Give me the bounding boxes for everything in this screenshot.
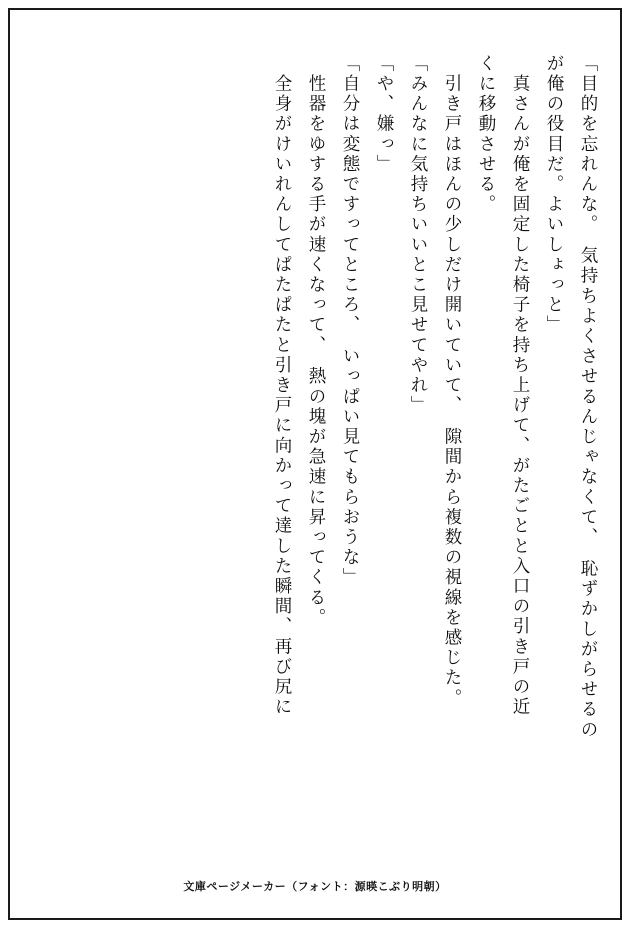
- text-column: 全身がけいれんしてぱたぱたと引き戸に向かって達した瞬間、再び尻に: [272, 54, 292, 718]
- text-column: 性器をゆする手が速くなって、 熱の塊が急速に昇ってくる。: [306, 54, 326, 629]
- text-column: 真さんが俺を固定した椅子を持ち上げて、がたごとと入口の引き戸の近: [510, 54, 530, 718]
- text-column: 「目的を忘れんな。 気持ちよくさせるんじゃなくて、 恥ずかしがらせるの: [578, 54, 598, 740]
- footer-credit: 文庫ページメーカー（フォント：源暎こぶり明朝）: [183, 880, 447, 893]
- text-column: が俺の役目だ。よいしょっと」: [544, 54, 564, 336]
- text-column: 引き戸はほんの少しだけ開いていて、 隙間から複数の視線を感じた。: [442, 54, 462, 709]
- text-column: 「自分は変態ですってところ、 いっぱい見てもらおうな」: [340, 54, 360, 588]
- vertical-text-body: [36, 54, 596, 844]
- text-column: 「みんなに気持ちいいとこ見せてやれ」: [408, 54, 428, 416]
- text-column: 「や、嫌っ」: [374, 54, 394, 175]
- text-column: くに移動させる。: [476, 54, 496, 215]
